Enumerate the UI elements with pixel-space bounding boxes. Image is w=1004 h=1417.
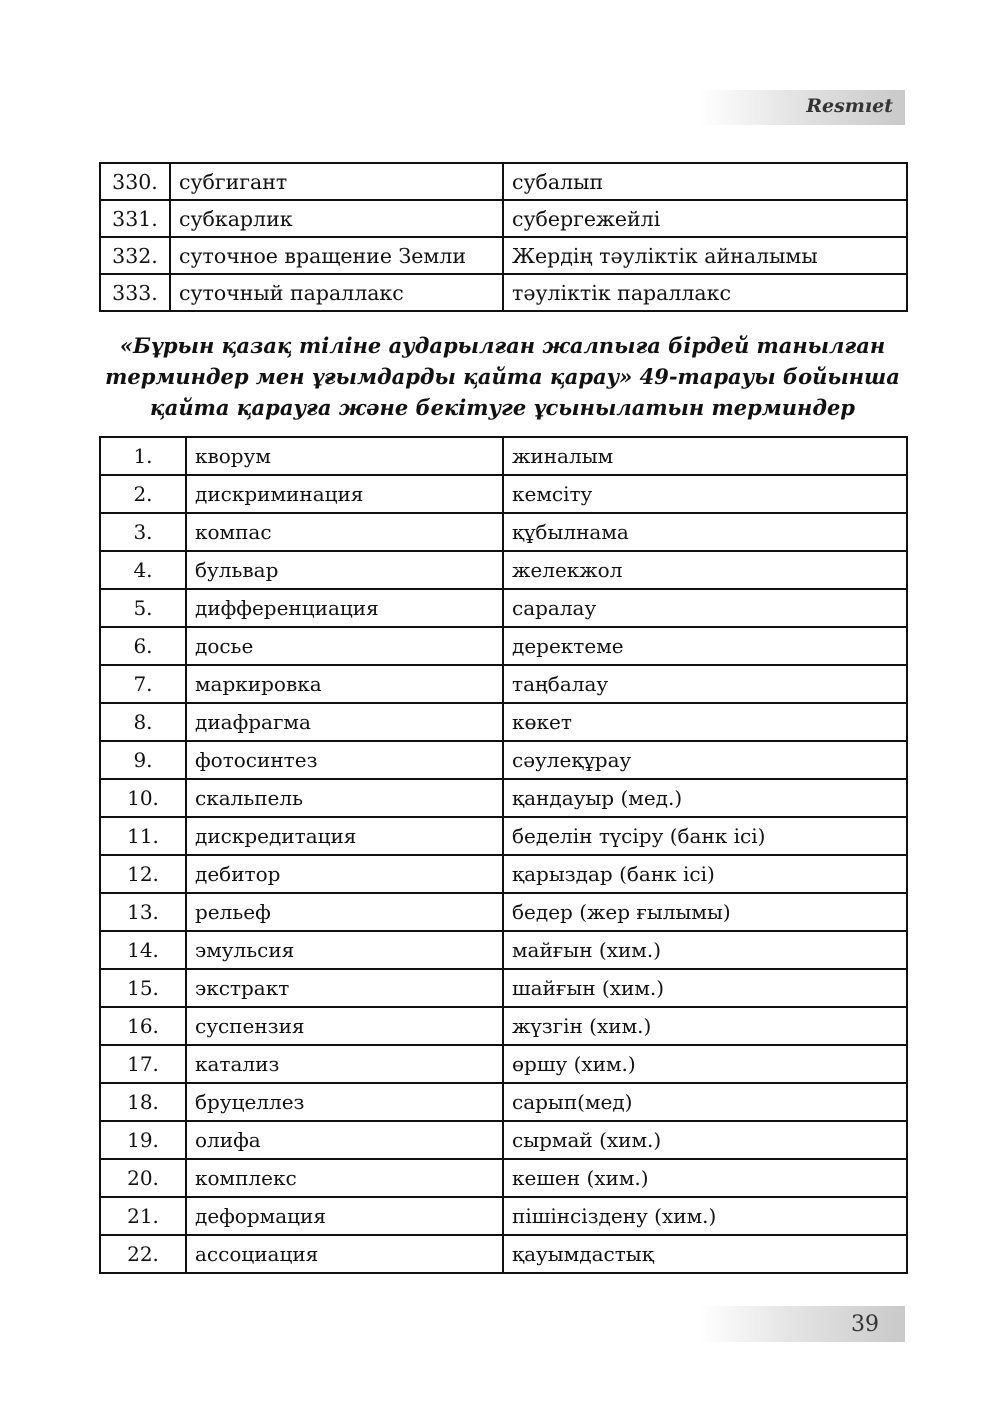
term-kazakh: беделін түсіру (банк ісі) (503, 817, 907, 855)
table-row (100, 969, 907, 1007)
term-russian: ассоциация (186, 1235, 503, 1273)
page-number: 39 (851, 1312, 879, 1337)
term-number: 4. (100, 551, 186, 589)
table-row (100, 741, 907, 779)
table-row (100, 551, 907, 589)
term-kazakh: шайғын (хим.) (503, 969, 907, 1007)
term-russian: диафрагма (186, 703, 503, 741)
term-russian: дифференциация (186, 589, 503, 627)
table-row (100, 665, 907, 703)
table-row (100, 931, 907, 969)
term-russian: олифа (186, 1121, 503, 1159)
term-number: 22. (100, 1235, 186, 1273)
term-number: 332. (100, 237, 170, 274)
term-russian: суточный параллакс (170, 274, 503, 311)
table-row (100, 437, 907, 475)
term-number: 19. (100, 1121, 186, 1159)
term-number: 6. (100, 627, 186, 665)
table-row (100, 1121, 907, 1159)
term-number: 15. (100, 969, 186, 1007)
table-row (100, 513, 907, 551)
term-number: 7. (100, 665, 186, 703)
term-kazakh: субергежейлі (503, 200, 907, 237)
term-kazakh: кешен (хим.) (503, 1159, 907, 1197)
section-heading-line: терминдер мен ұғымдарды қайта қарау» 49-тарауы бойынша (105, 364, 900, 389)
term-kazakh: саралау (503, 589, 907, 627)
term-russian: рельеф (186, 893, 503, 931)
header-title: Resmıet (806, 95, 893, 117)
table-row (100, 1159, 907, 1197)
term-number: 20. (100, 1159, 186, 1197)
terms-table-continued (99, 162, 908, 312)
term-russian: фотосинтез (186, 741, 503, 779)
terms-table-chapter-49 (99, 436, 908, 1274)
term-kazakh: жүзгін (хим.) (503, 1007, 907, 1045)
term-russian: суточное вращение Земли (170, 237, 503, 274)
term-number: 10. (100, 779, 186, 817)
table-row (100, 237, 907, 274)
term-russian: экстракт (186, 969, 503, 1007)
term-kazakh: қауымдастық (503, 1235, 907, 1273)
term-number: 17. (100, 1045, 186, 1083)
table-row (100, 163, 907, 200)
table-row (100, 1045, 907, 1083)
term-number: 8. (100, 703, 186, 741)
term-russian: дискриминация (186, 475, 503, 513)
term-russian: суспензия (186, 1007, 503, 1045)
term-kazakh: Жердің тәуліктік айналымы (503, 237, 907, 274)
term-number: 18. (100, 1083, 186, 1121)
term-russian: дискредитация (186, 817, 503, 855)
term-kazakh: майғын (хим.) (503, 931, 907, 969)
table-row (100, 779, 907, 817)
term-number: 9. (100, 741, 186, 779)
term-russian: досье (186, 627, 503, 665)
term-number: 16. (100, 1007, 186, 1045)
term-kazakh: таңбалау (503, 665, 907, 703)
term-russian: кворум (186, 437, 503, 475)
term-kazakh: өршу (хим.) (503, 1045, 907, 1083)
table-row (100, 200, 907, 237)
term-kazakh: құбылнама (503, 513, 907, 551)
page-footer (700, 1306, 905, 1342)
term-russian: катализ (186, 1045, 503, 1083)
term-kazakh: жиналым (503, 437, 907, 475)
term-number: 12. (100, 855, 186, 893)
term-russian: дебитор (186, 855, 503, 893)
term-number: 11. (100, 817, 186, 855)
term-russian: деформация (186, 1197, 503, 1235)
term-number: 21. (100, 1197, 186, 1235)
table-row (100, 1235, 907, 1273)
term-kazakh: тәуліктік параллакс (503, 274, 907, 311)
term-kazakh: пішінсіздену (хим.) (503, 1197, 907, 1235)
table-row (100, 855, 907, 893)
term-kazakh: сырмай (хим.) (503, 1121, 907, 1159)
term-kazakh: сарып(мед) (503, 1083, 907, 1121)
term-russian: компас (186, 513, 503, 551)
term-number: 331. (100, 200, 170, 237)
table-row (100, 627, 907, 665)
term-kazakh: желекжол (503, 551, 907, 589)
section-heading (99, 330, 906, 423)
table-row (100, 893, 907, 931)
term-kazakh: сәулеқұрау (503, 741, 907, 779)
term-number: 14. (100, 931, 186, 969)
table-row (100, 1007, 907, 1045)
term-kazakh: көкет (503, 703, 907, 741)
running-header (700, 90, 905, 125)
table-row (100, 1083, 907, 1121)
term-number: 13. (100, 893, 186, 931)
section-heading-line: «Бұрын қазақ тіліне аударылған жалпыға бірдей танылған (119, 333, 886, 358)
term-kazakh: кемсіту (503, 475, 907, 513)
table-row (100, 475, 907, 513)
table-row (100, 817, 907, 855)
table-row (100, 274, 907, 311)
term-russian: бульвар (186, 551, 503, 589)
term-number: 330. (100, 163, 170, 200)
term-russian: маркировка (186, 665, 503, 703)
table-row (100, 1197, 907, 1235)
term-kazakh: деректеме (503, 627, 907, 665)
term-russian: эмульсия (186, 931, 503, 969)
table-row (100, 589, 907, 627)
section-heading-line: қайта қарауға және бекітуге ұсынылатын терминдер (150, 395, 855, 420)
term-number: 333. (100, 274, 170, 311)
term-russian: скальпель (186, 779, 503, 817)
term-russian: субгигант (170, 163, 503, 200)
term-kazakh: бедер (жер ғылымы) (503, 893, 907, 931)
term-kazakh: қандауыр (мед.) (503, 779, 907, 817)
term-russian: субкарлик (170, 200, 503, 237)
table-row (100, 703, 907, 741)
term-russian: комплекс (186, 1159, 503, 1197)
term-number: 1. (100, 437, 186, 475)
term-number: 2. (100, 475, 186, 513)
term-kazakh: қарыздар (банк ісі) (503, 855, 907, 893)
term-russian: бруцеллез (186, 1083, 503, 1121)
term-number: 5. (100, 589, 186, 627)
term-number: 3. (100, 513, 186, 551)
term-kazakh: субалып (503, 163, 907, 200)
